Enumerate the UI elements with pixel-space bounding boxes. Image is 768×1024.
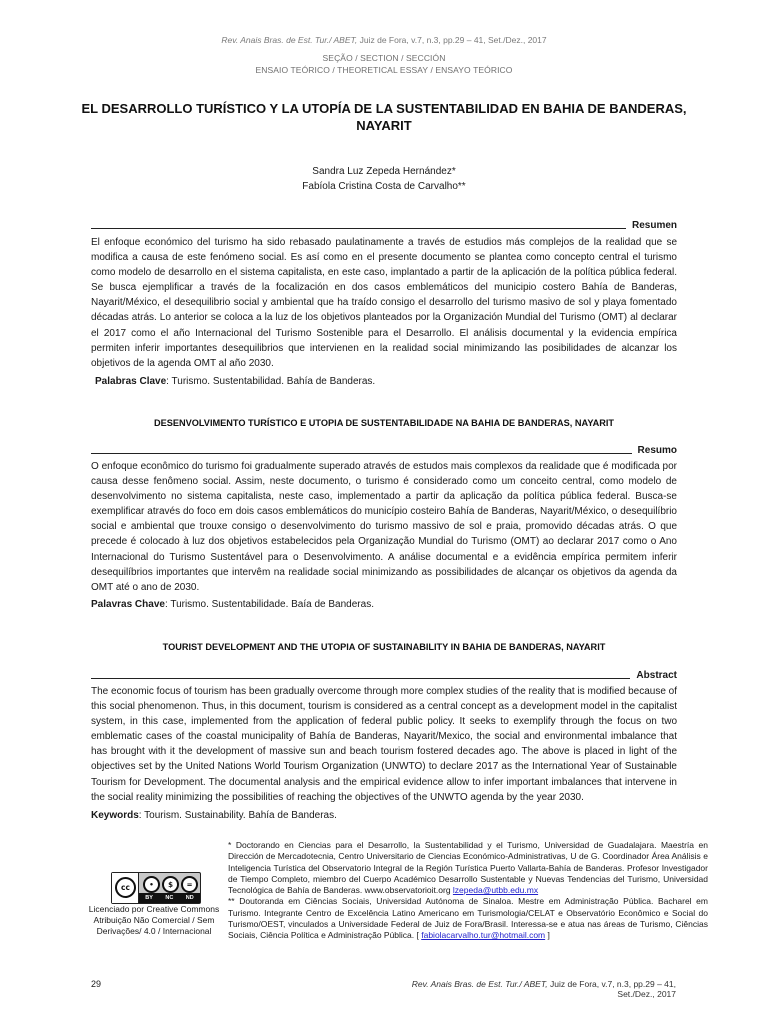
keywords (91, 809, 677, 823)
author-list (0, 165, 768, 194)
resumen-heading-row (91, 218, 677, 232)
palabras-clave (95, 375, 681, 389)
keywords-value: : Turismo. Sustentabilidade. Baía de Banderas. (164, 599, 374, 610)
footnote-text: ** Doutoranda em Ciências Sociais, Universidad Autónoma de Sinaloa. Mestre em Administração Pública. Bacharel em Turismo. Integrante Centro de Excelência Latino Americano em Turismologia/CELAT e Observatório Econômico e Social do Turismo/OEST, vinculados a Universidade Federal de Juiz de Fora/Brasil. Interessa-se e atua nas áreas de Turismo, Ciências Sociais, Ciência Política e Administração Pública. [ (228, 896, 708, 941)
footnote-author-1 (228, 840, 708, 896)
page-number: 29 (91, 979, 102, 989)
author-name: Sandra Luz Zepeda Hernández* (312, 166, 456, 177)
journal-name: Rev. Anais Bras. de Est. Tur./ ABET, (411, 979, 548, 989)
author-footnotes (228, 840, 708, 942)
by-label: BY (145, 895, 153, 901)
author-2-email-link[interactable]: fabiolacarvalho.tur@hotmail.com (421, 930, 546, 941)
journal-name: Rev. Anais Bras. de Est. Tur./ ABET, (221, 35, 358, 45)
keywords-value: : Turismo. Sustentabilidad. Bahía de Banderas. (166, 376, 376, 387)
portuguese-title: DESENVOLVIMENTO TURÍSTICO E UTOPIA DE SUSTENTABILIDADE NA BAHIA DE BANDERAS, NAYARIT (153, 418, 615, 428)
resumen-paragraph: El enfoque económico del turismo ha sido rebasado paulatinamente a través de estudios más complejos de la realidad que se modifica a causa de este fenómeno social. Es así como en el presente documento se plantea como concepto central el turismo como modelo de desarrollo en el sistema capitalista, en este caso, implantado a partir de la aplicación de la política pública federal. Se busca ejemplificar a través de la focalización en dos casos emblemáticos del municipio costero Bahía de Banderas, Nayarit/México, el desequilibrio social y ambiental que ha traído consigo el desarrollo del turismo masivo de sol y playa fomentado décadas atrás. Lo anterior se coloca a la luz de los objetivos planteados por la Organización Mundial del Turismo (OMT) al declarar el 2017 como el año Internacional del Turismo Sostenible para el Desarrollo. El análisis documental y la evidencia empírica permiten inferir importantes desequilibrios que intervienen en la realidad social minimizando las posibilidades de alcanzar los objetivos de la agenda OMT al año 2030. (91, 237, 677, 369)
footnote-text: * Doctorando en Ciencias para el Desarrollo, la Sustentabilidad y el Turismo, Universidad de Guadalajara. Maestría en Dirección de Mercadotecnia, Centro Universitario de Ciencias Económico-Administrativas, U de G. Coordinador Área Análisis e Inteligencia Turística del Observatorio Integral de la Región Turística Puerto Vallarta-Bahía de Banderas. Profesor Investigador de Tiempo Completo, miembro del Cuerpo Académico Desarrollo Sustentable y Nuevas Tendencias del Turismo, Universidad Tecnológica de Bahía de Banderas. www.observatorioit.org (228, 840, 708, 896)
article-title: EL DESARROLLO TURÍSTICO Y LA UTOPÍA DE LA SUSTENTABILIDAD EN BAHIA DE BANDERAS, NAYARIT (81, 101, 687, 133)
resumen-heading: Resumen (631, 220, 677, 231)
keywords-label: Palavras Chave (91, 599, 165, 610)
noderivatives-icon: = (181, 876, 198, 893)
noncommercial-icon: $ (162, 876, 179, 893)
resumo-heading-row (91, 443, 677, 457)
keywords-label: Palabras Clave (95, 376, 167, 387)
abstract-heading-row (91, 668, 677, 682)
nc-label: NC (165, 895, 174, 901)
heading-rule (91, 228, 626, 229)
palavras-chave (91, 598, 677, 612)
footnote-author-2 (228, 896, 708, 941)
author-name: Fabíola Cristina Costa de Carvalho** (302, 180, 466, 192)
keywords-label: Keywords (91, 810, 139, 821)
cc-license-codes (139, 893, 200, 903)
journal-issue: Juiz de Fora, v.7, n.3, pp.29 – 41, Set./Dez., 2017 (547, 979, 676, 999)
license-text: Licenciado por Creative Commons Atribuição Não Comercial / Sem Derivações/ 4.0 / Internacional (88, 904, 220, 937)
english-title: TOURIST DEVELOPMENT AND THE UTOPIA OF SUSTAINABILITY IN BAHIA DE BANDERAS, NAYARIT (162, 642, 606, 652)
heading-rule (91, 453, 632, 454)
journal-issue: Juiz de Fora, v.7, n.3, pp.29 – 41, Set./Dez., 2017 (357, 35, 547, 45)
author-1-email-link[interactable]: lzepeda@utbb.edu.mx (452, 885, 539, 896)
footnote-bracket: ] (545, 930, 550, 941)
abstract-paragraph: The economic focus of tourism has been gradually overcome through more complex studies of the reality that is modified because of this social phenomenon. Thus, in this document, tourism is considered as a central concept as a development model in the capitalist system, in this case, implemented from the application of federal public policy. It seeks to exemplify through the focus on two emblematic cases of the coastal municipality of Bahía de Banderas, Nayarit/Mexico, the social and environmental imbalance that has brought with it the development of massive sun and beach tourism fostered decades ago. The above is placed in light of the objectives set by the United Nations World Tourism Organization (UNWTO) to declare 2017 as the International Year of Sustainable Tourism for Development. The documental analysis and the empirical evidence allow to infer important imbalances that intervene in the social reality minimizing the possibilities of reaching the objectives of the UNWTO agenda by the year 2030. (91, 686, 677, 803)
cc-logo-icon: cc (115, 877, 136, 898)
keywords-value: : Tourism. Sustainability. Bahía de Banderas. (138, 810, 337, 821)
abstract-heading: Abstract (636, 670, 677, 681)
resumo-heading: Resumo (637, 445, 677, 456)
essay-type-label: ENSAIO TEÓRICO / THEORETICAL ESSAY / ENSAYO TEÓRICO (255, 65, 513, 75)
nd-label: ND (185, 895, 194, 901)
heading-rule (91, 678, 630, 679)
creative-commons-badge (111, 872, 201, 904)
attribution-icon: • (143, 876, 160, 893)
section-label: SEÇÃO / SECTION / SECCIÓN (322, 53, 446, 63)
journal-header (0, 35, 768, 45)
journal-footer (380, 979, 676, 999)
resumo-paragraph: O enfoque econômico do turismo foi gradualmente superado através de estudos mais complexos da realidade que é modificada por causa desse fenômeno social. Assim, neste documento, o turismo é considerado como um conceito central, como modelo de desenvolvimento no sistema capitalista, neste caso, implementado a partir da aplicação da política pública federal. Busca-se exemplificar através do foco em dois casos emblemáticos do município costeiro Bahía de Banderas, Nayarit/México, o desequilíbrio social e ambiental que trouxe consigo o desenvolvimento do turismo massivo de sol e praia, promovido décadas atrás. O que precede é colocado à luz dos objetivos estabelecidos pela Organização Mundial do Turismo (OMT) ao declarar 2017 como o Ano Internacional do Turismo Sustentável para o Desenvolvimento. A análise documental e a evidência empírica permitem inferir desequilíbrios importantes que intervêm na realidade social minimizando as possibilidades de alcançar os objetivos da agenda da OMT até o ano de 2030. (91, 461, 677, 593)
